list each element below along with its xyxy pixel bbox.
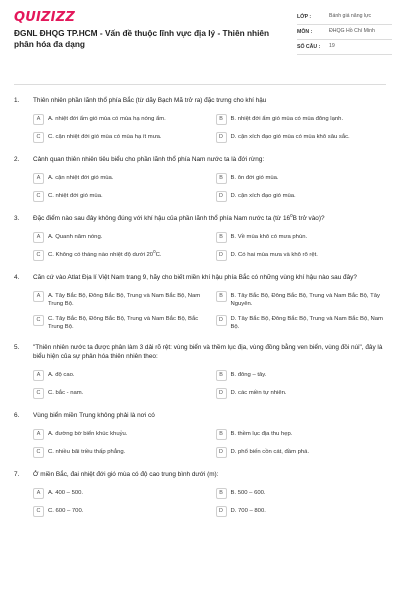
question-number: 4. (14, 274, 20, 281)
header-divider (14, 84, 386, 85)
option-text: C. nhiệt đới gió mùa. (48, 192, 103, 199)
meta-value: Bánh giá năng lực (329, 13, 372, 19)
option-grid (14, 173, 386, 202)
option-letter-box: C (33, 388, 44, 399)
option-text: D. cận xích đạo gió mùa có mùa khô sâu sắc. (230, 133, 350, 140)
question-number: 5. (14, 344, 20, 351)
option-text: A. 400 – 500. (48, 489, 84, 496)
question-text: Ở miền Bắc, đai nhiệt đới gió mùa có độ cao trung bình dưới (m): (33, 471, 219, 478)
question-text (33, 214, 386, 223)
answer-option-c[interactable] (33, 250, 204, 261)
question-text: Thiên nhiên phần lãnh thổ phía Bắc (từ dãy Bạch Mã trở ra) đặc trưng cho khí hậu (33, 97, 267, 104)
answer-option-a[interactable] (33, 114, 204, 125)
answer-option-b[interactable] (216, 232, 387, 243)
option-text: A. cận nhiệt đới gió mùa. (48, 174, 114, 181)
question-number: 2. (14, 156, 20, 163)
option-letter-box: C (33, 447, 44, 458)
degree-superscript: 0 (290, 212, 293, 218)
question-text-part: B trở vào)? (292, 215, 325, 222)
answer-option-b[interactable] (216, 370, 387, 381)
answer-option-b[interactable] (216, 114, 387, 125)
option-text: D. 700 – 800. (230, 507, 266, 514)
worksheet-title: ĐGNL ĐHQG TP.HCM - Vấn đề thuộc lĩnh vực địa lý - Thiên nhiên phân hóa đa dạng (14, 28, 270, 49)
answer-option-d[interactable] (216, 506, 387, 517)
quizizz-logo: QUIZIZZ (14, 10, 75, 25)
question (14, 411, 386, 458)
answer-option-a[interactable] (33, 291, 204, 308)
question-text: Cảnh quan thiên nhiên tiêu biểu cho phần lãnh thổ phía Nam nước ta là đới rừng: (33, 156, 265, 163)
option-text-part: C. Không có tháng nào nhiệt độ dưới 20 (48, 251, 154, 258)
option-letter-box: B (216, 429, 227, 440)
answer-option-a[interactable] (33, 370, 204, 381)
question (14, 214, 386, 261)
question (14, 273, 386, 331)
meta-value: 19 (329, 43, 335, 49)
answer-option-c[interactable] (33, 506, 204, 517)
question (14, 343, 386, 399)
option-letter-box: C (33, 315, 44, 326)
option-text: B. thềm lục địa thu hẹp. (230, 430, 293, 437)
answer-option-d[interactable] (216, 132, 387, 143)
answer-option-b[interactable] (216, 488, 387, 499)
option-letter-box: D (216, 250, 227, 261)
answer-option-b[interactable] (216, 429, 387, 440)
option-text: B. ôn đới gió mùa. (230, 174, 279, 181)
option-letter-box: D (216, 132, 227, 143)
option-text: A. Tây Bắc Bộ, Đông Bắc Bộ, Trung và Nam Bắc Bộ, Nam Trung Bộ. (48, 292, 201, 307)
question-text: Vùng biển miền Trung không phải là nơi có (33, 412, 155, 419)
option-letter-box: D (216, 388, 227, 399)
option-grid (14, 291, 386, 331)
question-list (14, 96, 386, 529)
answer-option-a[interactable] (33, 232, 204, 243)
meta-row-subject (297, 25, 392, 40)
option-letter-box: A (33, 173, 44, 184)
option-letter-box: C (33, 191, 44, 202)
question-text-part: Đặc điểm nào sau đây không đúng với khí hậu của phần lãnh thổ phía Nam nước ta (từ 16 (33, 215, 291, 222)
option-text: D. Tây Bắc Bộ, Đông Bắc Bộ, Trung và Nam Bắc Bộ, Nam Bộ. (230, 316, 383, 330)
answer-option-d[interactable] (216, 250, 387, 261)
option-text: A. độ cao. (48, 371, 75, 378)
option-letter-box: D (216, 447, 227, 458)
answer-option-d[interactable] (216, 191, 387, 202)
option-letter-box: A (33, 370, 44, 381)
option-text: D. các miền tự nhiên. (230, 389, 287, 396)
question-number: 7. (14, 471, 20, 478)
question-number: 3. (14, 215, 20, 222)
option-text: A. đường bờ biển khúc khuỷu. (48, 430, 128, 437)
option-text: A. Quanh năm nóng. (48, 233, 103, 240)
option-letter-box: B (216, 488, 227, 499)
meta-key: MÔN : (297, 29, 313, 35)
option-grid (14, 488, 386, 517)
option-text: C. Tây Bắc Bộ, Đông Bắc Bộ, Trung và Nam Bắc Bộ, Bắc Trung Bộ. (48, 316, 199, 330)
question-text: "Thiên nhiên nước ta được phân làm 3 dải rõ rệt: vùng biển và thềm lục địa, vùng đồng bằng ven biển, vùng đồi núi", đây là biểu hiện của sự phân hóa thiên nhiên theo: (33, 344, 383, 360)
meta-value: ĐHQG Hồ Chí Minh (329, 28, 375, 34)
option-text: C. cận nhiệt đới gió mùa có mùa hạ ít mưa. (48, 133, 162, 140)
answer-option-c[interactable] (33, 315, 204, 332)
option-letter-box: B (216, 173, 227, 184)
option-letter-box: A (33, 232, 44, 243)
option-text: D. Có hai mùa mưa và khô rõ rệt. (230, 251, 318, 258)
meta-row-class (297, 10, 392, 25)
answer-option-d[interactable] (216, 388, 387, 399)
answer-option-b[interactable] (216, 173, 387, 184)
option-letter-box: C (33, 132, 44, 143)
option-letter-box: C (33, 506, 44, 517)
question-number: 6. (14, 412, 20, 419)
option-letter-box: A (33, 429, 44, 440)
option-text: A. nhiệt đới ẩm gió mùa có mùa hạ nóng ẩm. (48, 115, 166, 122)
option-text: B. Tây Bắc Bộ, Đông Bắc Bộ, Trung và Nam Bắc Bộ, Tây Nguyên. (230, 292, 380, 307)
question-text: Căn cứ vào Atlat Địa lí Việt Nam trang 9, hãy cho biết miền khí hậu phía Bắc có những vùng khí hậu nào sau đây? (33, 274, 357, 281)
option-text (48, 250, 204, 259)
option-text: B. Về mùa khô có mưa phùn. (230, 233, 308, 240)
answer-option-b[interactable] (216, 291, 387, 308)
answer-option-d[interactable] (216, 447, 387, 458)
option-text: B. nhiệt đới ẩm gió mùa có mùa đông lạnh. (230, 115, 344, 122)
answer-option-a[interactable] (33, 488, 204, 499)
option-letter-box: B (216, 291, 227, 302)
meta-table (297, 10, 392, 55)
answer-option-d[interactable] (216, 315, 387, 332)
option-text: C. nhiều bãi triều thấp phẳng. (48, 448, 126, 455)
option-letter-box: A (33, 488, 44, 499)
option-letter-box: A (33, 114, 44, 125)
answer-option-c[interactable] (33, 132, 204, 143)
question (14, 470, 386, 517)
option-text: C. bắc - nam. (48, 389, 84, 396)
answer-option-a[interactable] (33, 429, 204, 440)
answer-option-c[interactable] (33, 191, 204, 202)
option-letter-box: D (216, 315, 227, 326)
option-grid (14, 114, 386, 143)
answer-option-c[interactable] (33, 388, 204, 399)
answer-option-c[interactable] (33, 447, 204, 458)
option-grid (14, 232, 386, 261)
option-text: B. 500 – 600. (230, 489, 266, 496)
meta-key: LỚP : (297, 14, 312, 20)
question (14, 96, 386, 143)
option-letter-box: D (216, 191, 227, 202)
option-letter-box: B (216, 114, 227, 125)
degree-superscript: 0 (153, 248, 156, 254)
question (14, 155, 386, 202)
meta-key: SỐ CÂU : (297, 44, 321, 50)
meta-row-count (297, 40, 392, 55)
option-letter-box: A (33, 291, 44, 302)
option-text: B. đông – tây. (230, 371, 267, 378)
option-text: C. 600 – 700. (48, 507, 84, 514)
answer-option-a[interactable] (33, 173, 204, 184)
option-text-part: C. (155, 251, 162, 258)
option-text: D. phổ biến cồn cát, đầm phá. (230, 448, 310, 455)
option-letter-box: B (216, 232, 227, 243)
option-letter-box: C (33, 250, 44, 261)
option-grid (14, 429, 386, 458)
question-number: 1. (14, 97, 20, 104)
option-letter-box: B (216, 370, 227, 381)
option-grid (14, 370, 386, 399)
option-letter-box: D (216, 506, 227, 517)
option-text: D. cận xích đạo gió mùa. (230, 192, 296, 199)
